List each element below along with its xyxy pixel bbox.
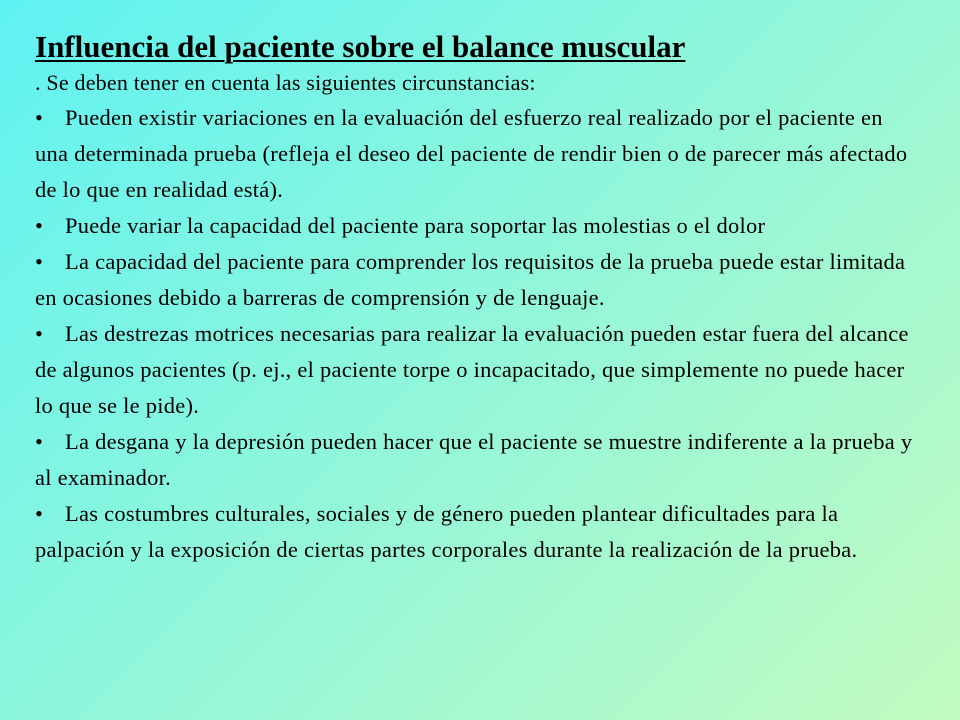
bullet-dot-icon: • bbox=[35, 249, 44, 274]
bullet-dot-icon: • bbox=[35, 501, 44, 526]
slide-title: Influencia del paciente sobre el balance muscular bbox=[35, 29, 686, 64]
bullet-item bbox=[35, 244, 920, 316]
bullet-item bbox=[35, 496, 920, 568]
bullet-dot-icon: • bbox=[35, 429, 44, 454]
bullet-text: La desgana y la depresión pueden hacer que el paciente se muestre indiferente a la prueba y al examinador. bbox=[35, 429, 913, 490]
bullet-list bbox=[35, 100, 920, 568]
bullet-item bbox=[35, 424, 920, 496]
bullet-dot-icon: • bbox=[35, 105, 44, 130]
bullet-item bbox=[35, 100, 920, 208]
bullet-dot-icon: • bbox=[35, 321, 44, 346]
bullet-text: La capacidad del paciente para comprender los requisitos de la prueba puede estar limitada en ocasiones debido a barreras de comprensión y de lenguaje. bbox=[35, 249, 906, 310]
bullet-item bbox=[35, 316, 920, 424]
bullet-dot-icon: • bbox=[35, 213, 44, 238]
bullet-item bbox=[35, 208, 920, 244]
bullet-text: Las destrezas motrices necesarias para realizar la evaluación pueden estar fuera del alcance de algunos pacientes (p. ej., el paciente torpe o incapacitado, que simplemente no puede hacer lo que se le pide). bbox=[35, 321, 909, 418]
bullet-text: Puede variar la capacidad del paciente para soportar las molestias o el dolor bbox=[65, 213, 766, 238]
bullet-text: Las costumbres culturales, sociales y de género pueden plantear dificultades para la palpación y la exposición de ciertas partes corporales durante la realización de la prueba. bbox=[35, 501, 858, 562]
intro-text: . Se deben tener en cuenta las siguientes circunstancias: bbox=[35, 70, 536, 95]
bullet-text: Pueden existir variaciones en la evaluación del esfuerzo real realizado por el paciente en una determinada prueba (refleja el deseo del paciente de rendir bien o de parecer más afectado de lo que en realidad está). bbox=[35, 105, 908, 202]
